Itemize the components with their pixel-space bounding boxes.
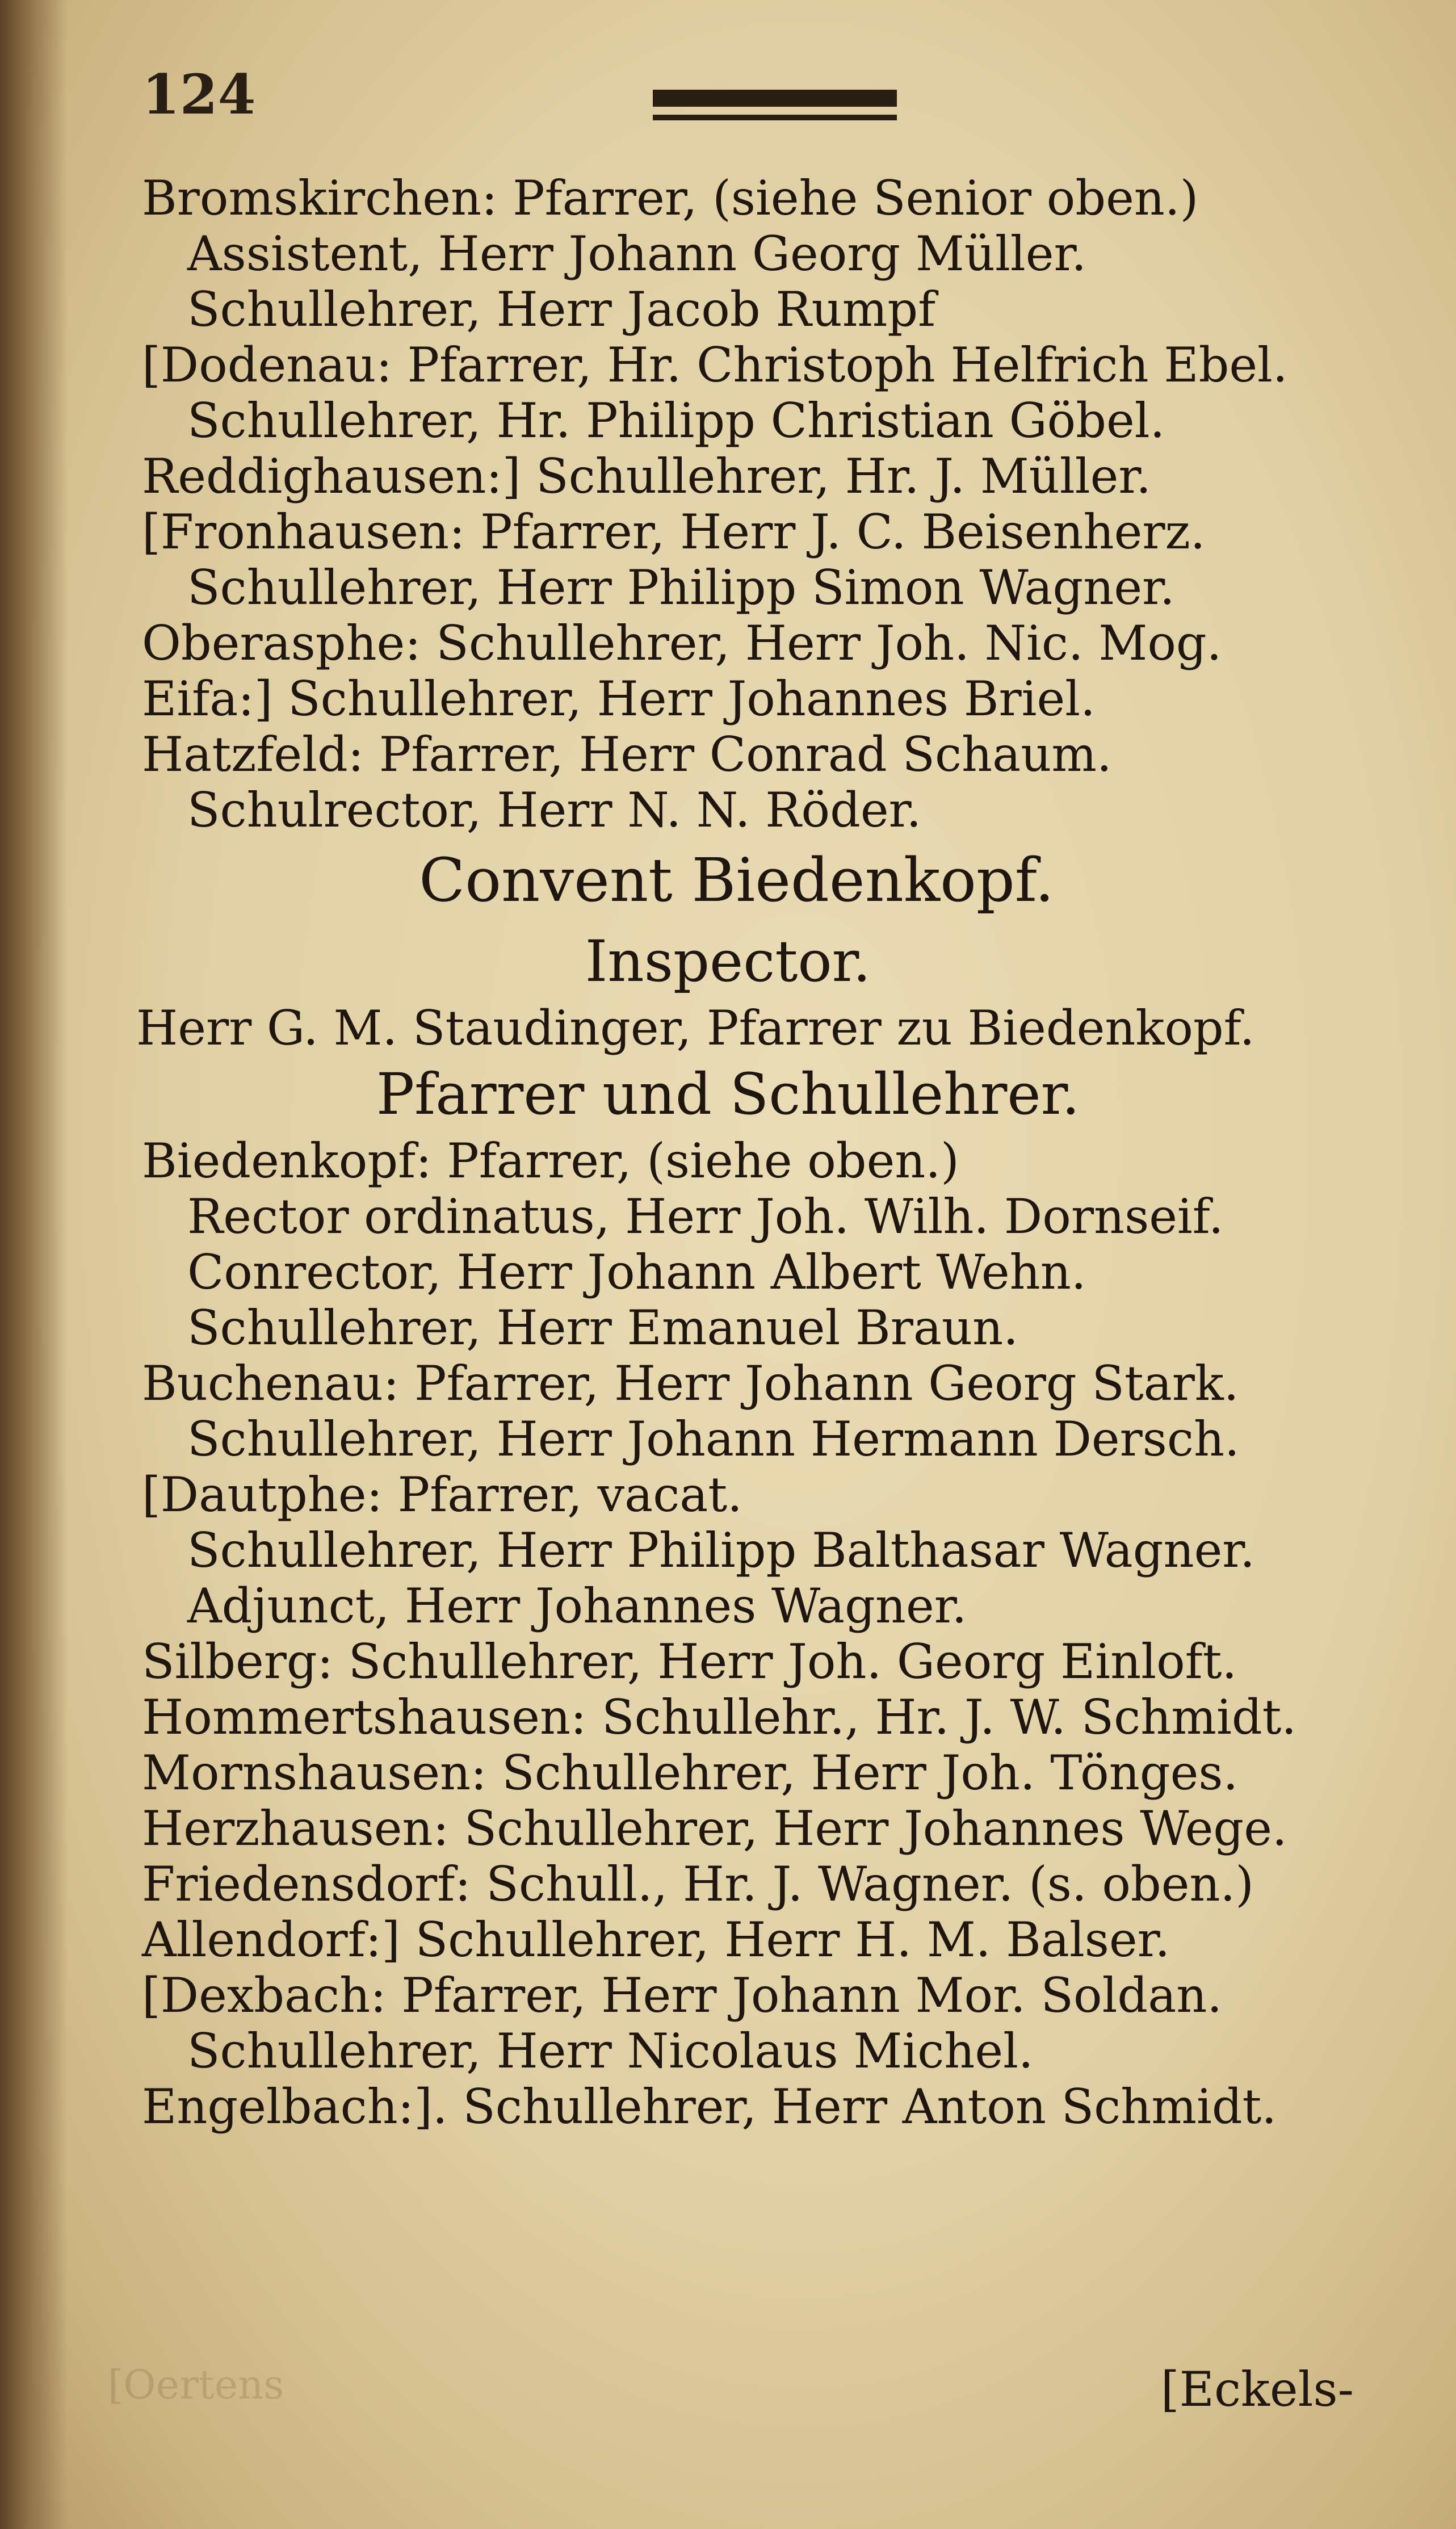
- header-rule-thin: [653, 115, 897, 120]
- entry-line-indented: Rector ordinatus, Herr Joh. Wilh. Dornseif.: [187, 1189, 1224, 1244]
- entries-top: [0, 170, 1456, 838]
- entry-line: Herzhausen: Schullehrer, Herr Johannes Wege.: [142, 1801, 1287, 1856]
- entry-line-indented: Schullehrer, Hr. Philipp Christian Göbel.: [187, 393, 1165, 448]
- entry-line: Biedenkopf: Pfarrer, (siehe oben.): [142, 1133, 959, 1189]
- entry-line-indented: Schullehrer, Herr Nicolaus Michel.: [187, 2023, 1034, 2079]
- entry-line: [Dodenau: Pfarrer, Hr. Christoph Helfrich Ebel.: [142, 337, 1288, 393]
- page-content: [0, 170, 1456, 2134]
- entry-line: Hatzfeld: Pfarrer, Herr Conrad Schaum.: [142, 727, 1112, 782]
- entry-line-indented: Schullehrer, Herr Jacob Rumpf: [187, 282, 936, 337]
- entry-line-indented: Schulrector, Herr N. N. Röder.: [187, 782, 922, 838]
- entry-line: Allendorf:] Schullehrer, Herr H. M. Balser.: [142, 1912, 1170, 1968]
- entry-line: [Dautphe: Pfarrer, vacat.: [142, 1467, 742, 1523]
- entry-line: Hommertshausen: Schullehr., Hr. J. W. Schmidt.: [142, 1689, 1297, 1745]
- entry-line: [Fronhausen: Pfarrer, Herr J. C. Beisenherz.: [142, 504, 1206, 560]
- entry-line: Silberg: Schullehrer, Herr Joh. Georg Einloft.: [142, 1634, 1237, 1689]
- entry-line-indented: Schullehrer, Herr Philipp Balthasar Wagner.: [187, 1523, 1255, 1578]
- entry-line-indented: Conrector, Herr Johann Albert Wehn.: [187, 1244, 1086, 1300]
- entry-line: Engelbach:]. Schullehrer, Herr Anton Schmidt.: [142, 2079, 1277, 2134]
- bleed-through-text: [Oertens: [108, 2362, 284, 2408]
- entry-line-indented: Schullehrer, Herr Emanuel Braun.: [187, 1300, 1018, 1356]
- entry-line-indented: Adjunct, Herr Johannes Wagner.: [187, 1578, 967, 1634]
- entry-line: Mornshausen: Schullehrer, Herr Joh. Tönges.: [142, 1745, 1239, 1801]
- convent-title: Convent Biedenkopf.: [419, 845, 1054, 915]
- entry-line-indented: Schullehrer, Herr Johann Hermann Dersch.: [187, 1411, 1240, 1467]
- header-rule-thick: [653, 90, 897, 107]
- entry-line: Eifa:] Schullehrer, Herr Johannes Briel.: [142, 671, 1096, 727]
- entry-line: Bromskirchen: Pfarrer, (siehe Senior oben.): [142, 170, 1199, 226]
- page-number: 124: [142, 62, 256, 127]
- catchword: [Eckels-: [1160, 2362, 1354, 2417]
- inspector-heading: Inspector.: [585, 928, 871, 995]
- entry-line-indented: Schullehrer, Herr Philipp Simon Wagner.: [187, 560, 1175, 615]
- inspector-entry: Herr G. M. Staudinger, Pfarrer zu Biedenkopf.: [136, 1000, 1255, 1056]
- entries-bottom: [0, 1133, 1456, 2134]
- entry-line: Buchenau: Pfarrer, Herr Johann Georg Stark.: [142, 1356, 1239, 1411]
- entry-line: [Dexbach: Pfarrer, Herr Johann Mor. Soldan.: [142, 1968, 1223, 2023]
- entry-line-indented: Assistent, Herr Johann Georg Müller.: [187, 226, 1087, 282]
- entry-line: Oberasphe: Schullehrer, Herr Joh. Nic. Mog.: [142, 615, 1222, 671]
- entry-line: Reddighausen:] Schullehrer, Hr. J. Müller.: [142, 448, 1151, 504]
- section-heading: Pfarrer und Schullehrer.: [376, 1061, 1080, 1127]
- entry-line: Friedensdorf: Schull., Hr. J. Wagner. (s. oben.): [142, 1856, 1254, 1912]
